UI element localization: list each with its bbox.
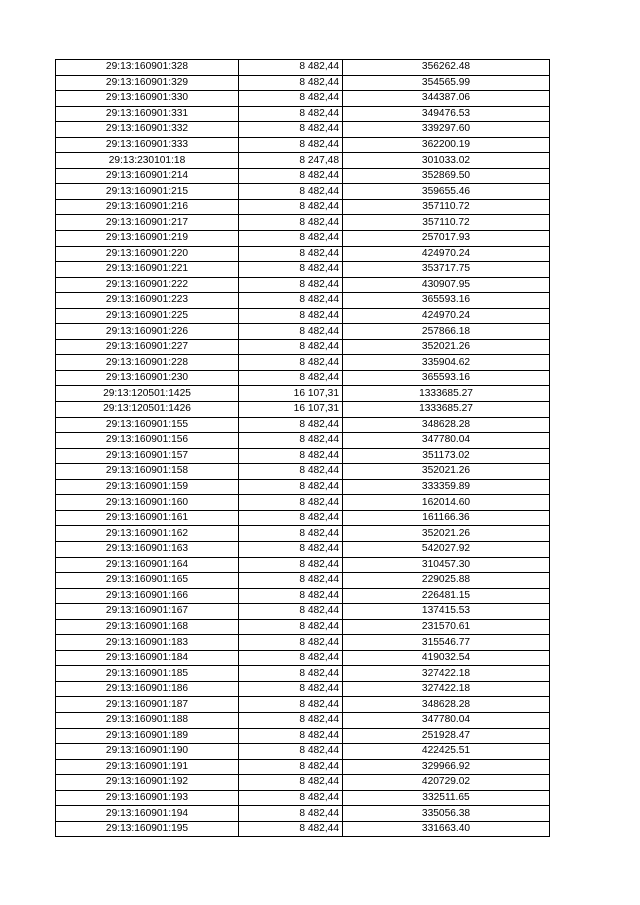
table-row	[56, 433, 550, 449]
area-cell: 8 482,44	[239, 526, 343, 542]
area-cell: 8 482,44	[239, 697, 343, 713]
cadastral-value-cell: 424970.24	[343, 308, 550, 324]
table-row	[56, 759, 550, 775]
cadastral-value-cell: 352021.26	[343, 526, 550, 542]
area-cell: 8 482,44	[239, 355, 343, 371]
cadastral-number-cell: 29:13:160901:155	[56, 417, 239, 433]
table-body	[56, 60, 550, 837]
table-row	[56, 588, 550, 604]
area-cell: 8 482,44	[239, 557, 343, 573]
cadastral-value-cell: 339297.60	[343, 122, 550, 138]
cadastral-number-cell: 29:13:160901:193	[56, 790, 239, 806]
cadastral-number-cell: 29:13:160901:186	[56, 681, 239, 697]
cadastral-number-cell: 29:13:160901:192	[56, 775, 239, 791]
cadastral-value-cell: 349476.53	[343, 106, 550, 122]
cadastral-number-cell: 29:13:160901:194	[56, 806, 239, 822]
cadastral-number-cell: 29:13:160901:230	[56, 370, 239, 386]
table-row	[56, 75, 550, 91]
table-row	[56, 402, 550, 418]
cadastral-value-cell: 424970.24	[343, 246, 550, 262]
cadastral-number-cell: 29:13:160901:216	[56, 199, 239, 215]
table-row	[56, 728, 550, 744]
cadastral-value-cell: 542027.92	[343, 541, 550, 557]
table-row	[56, 137, 550, 153]
area-cell: 8 482,44	[239, 246, 343, 262]
cadastral-value-cell: 348628.28	[343, 697, 550, 713]
area-cell: 8 482,44	[239, 573, 343, 589]
area-cell: 8 482,44	[239, 666, 343, 682]
area-cell: 8 482,44	[239, 806, 343, 822]
table-row	[56, 526, 550, 542]
table-row	[56, 510, 550, 526]
cadastral-value-cell: 251928.47	[343, 728, 550, 744]
cadastral-value-cell: 351173.02	[343, 448, 550, 464]
area-cell: 8 482,44	[239, 744, 343, 760]
cadastral-value-cell: 357110.72	[343, 215, 550, 231]
table-row	[56, 199, 550, 215]
table-row	[56, 168, 550, 184]
table-row	[56, 293, 550, 309]
cadastral-number-cell: 29:13:160901:222	[56, 277, 239, 293]
area-cell: 8 482,44	[239, 60, 343, 76]
table-row	[56, 184, 550, 200]
cadastral-value-cell: 352021.26	[343, 464, 550, 480]
table-row	[56, 355, 550, 371]
area-cell: 8 482,44	[239, 479, 343, 495]
table-row	[56, 744, 550, 760]
area-cell: 8 482,44	[239, 339, 343, 355]
cadastral-number-cell: 29:13:160901:190	[56, 744, 239, 760]
cadastral-number-cell: 29:13:160901:328	[56, 60, 239, 76]
cadastral-number-cell: 29:13:160901:333	[56, 137, 239, 153]
table-row	[56, 370, 550, 386]
cadastral-number-cell: 29:13:160901:164	[56, 557, 239, 573]
area-cell: 8 482,44	[239, 790, 343, 806]
cadastral-number-cell: 29:13:160901:161	[56, 510, 239, 526]
area-cell: 8 482,44	[239, 122, 343, 138]
table-row	[56, 91, 550, 107]
cadastral-value-cell: 352021.26	[343, 339, 550, 355]
table-row	[56, 619, 550, 635]
area-cell: 8 482,44	[239, 433, 343, 449]
cadastral-number-cell: 29:13:160901:223	[56, 293, 239, 309]
cadastral-value-cell: 362200.19	[343, 137, 550, 153]
cadastral-number-cell: 29:13:160901:160	[56, 495, 239, 511]
area-cell: 8 482,44	[239, 277, 343, 293]
area-cell: 8 482,44	[239, 510, 343, 526]
table-row	[56, 479, 550, 495]
cadastral-value-cell: 422425.51	[343, 744, 550, 760]
table-row	[56, 541, 550, 557]
cadastral-value-cell: 365593.16	[343, 370, 550, 386]
cadastral-value-cell: 310457.30	[343, 557, 550, 573]
area-cell: 8 482,44	[239, 417, 343, 433]
area-cell: 8 482,44	[239, 262, 343, 278]
area-cell: 8 482,44	[239, 231, 343, 247]
cadastral-number-cell: 29:13:160901:191	[56, 759, 239, 775]
table-row	[56, 464, 550, 480]
cadastral-value-cell: 327422.18	[343, 681, 550, 697]
cadastral-value-cell: 335904.62	[343, 355, 550, 371]
cadastral-number-cell: 29:13:160901:332	[56, 122, 239, 138]
table-row	[56, 308, 550, 324]
table-row	[56, 231, 550, 247]
cadastral-value-cell: 332511.65	[343, 790, 550, 806]
area-cell: 16 107,31	[239, 386, 343, 402]
cadastral-value-cell: 430907.95	[343, 277, 550, 293]
cadastral-value-cell: 327422.18	[343, 666, 550, 682]
table-row	[56, 215, 550, 231]
cadastral-number-cell: 29:13:160901:163	[56, 541, 239, 557]
cadastral-number-cell: 29:13:160901:219	[56, 231, 239, 247]
area-cell: 8 482,44	[239, 681, 343, 697]
cadastral-value-cell: 229025.88	[343, 573, 550, 589]
cadastral-number-cell: 29:13:160901:225	[56, 308, 239, 324]
table-row	[56, 417, 550, 433]
table-row	[56, 495, 550, 511]
table-row	[56, 122, 550, 138]
table-row	[56, 324, 550, 340]
area-cell: 8 482,44	[239, 370, 343, 386]
table-row	[56, 339, 550, 355]
cadastral-number-cell: 29:13:160901:185	[56, 666, 239, 682]
table-row	[56, 790, 550, 806]
cadastral-value-cell: 329966.92	[343, 759, 550, 775]
area-cell: 8 482,44	[239, 728, 343, 744]
cadastral-value-cell: 347780.04	[343, 433, 550, 449]
table-row	[56, 712, 550, 728]
cadastral-number-cell: 29:13:160901:228	[56, 355, 239, 371]
cadastral-number-cell: 29:13:230101:18	[56, 153, 239, 169]
table-row	[56, 277, 550, 293]
area-cell: 8 482,44	[239, 75, 343, 91]
cadastral-number-cell: 29:13:160901:331	[56, 106, 239, 122]
cadastral-number-cell: 29:13:160901:329	[56, 75, 239, 91]
cadastral-number-cell: 29:13:160901:183	[56, 635, 239, 651]
area-cell: 8 482,44	[239, 821, 343, 837]
cadastral-number-cell: 29:13:120501:1425	[56, 386, 239, 402]
table-row	[56, 573, 550, 589]
cadastral-value-cell: 356262.48	[343, 60, 550, 76]
cadastral-number-cell: 29:13:160901:189	[56, 728, 239, 744]
table-row	[56, 666, 550, 682]
cadastral-value-cell: 1333685.27	[343, 386, 550, 402]
cadastral-number-cell: 29:13:160901:215	[56, 184, 239, 200]
cadastral-value-cell: 344387.06	[343, 91, 550, 107]
cadastral-value-cell: 333359.89	[343, 479, 550, 495]
cadastral-number-cell: 29:13:160901:184	[56, 650, 239, 666]
area-cell: 8 482,44	[239, 775, 343, 791]
cadastral-number-cell: 29:13:160901:168	[56, 619, 239, 635]
cadastral-number-cell: 29:13:160901:227	[56, 339, 239, 355]
area-cell: 8 482,44	[239, 759, 343, 775]
table-row	[56, 246, 550, 262]
cadastral-value-cell: 353717.75	[343, 262, 550, 278]
table-row	[56, 557, 550, 573]
area-cell: 16 107,31	[239, 402, 343, 418]
cadastral-number-cell: 29:13:160901:226	[56, 324, 239, 340]
cadastral-value-cell: 137415.53	[343, 604, 550, 620]
area-cell: 8 482,44	[239, 137, 343, 153]
table-row	[56, 821, 550, 837]
cadastral-value-cell: 335056.38	[343, 806, 550, 822]
cadastral-number-cell: 29:13:160901:188	[56, 712, 239, 728]
area-cell: 8 482,44	[239, 91, 343, 107]
cadastral-value-cell: 1333685.27	[343, 402, 550, 418]
area-cell: 8 482,44	[239, 199, 343, 215]
table-row	[56, 153, 550, 169]
cadastral-number-cell: 29:13:160901:159	[56, 479, 239, 495]
area-cell: 8 482,44	[239, 168, 343, 184]
table-row	[56, 386, 550, 402]
cadastral-value-cell: 161166.36	[343, 510, 550, 526]
area-cell: 8 482,44	[239, 215, 343, 231]
cadastral-number-cell: 29:13:160901:220	[56, 246, 239, 262]
table-row	[56, 635, 550, 651]
cadastral-number-cell: 29:13:120501:1426	[56, 402, 239, 418]
area-cell: 8 482,44	[239, 588, 343, 604]
cadastral-number-cell: 29:13:160901:167	[56, 604, 239, 620]
cadastral-value-cell: 226481.15	[343, 588, 550, 604]
cadastral-number-cell: 29:13:160901:217	[56, 215, 239, 231]
table-row	[56, 681, 550, 697]
cadastral-value-cell: 359655.46	[343, 184, 550, 200]
cadastral-value-cell: 352869.50	[343, 168, 550, 184]
cadastral-number-cell: 29:13:160901:195	[56, 821, 239, 837]
table-row	[56, 806, 550, 822]
area-cell: 8 482,44	[239, 308, 343, 324]
table-row	[56, 775, 550, 791]
area-cell: 8 482,44	[239, 604, 343, 620]
cadastral-value-table	[55, 59, 550, 837]
cadastral-number-cell: 29:13:160901:214	[56, 168, 239, 184]
cadastral-value-cell: 331663.40	[343, 821, 550, 837]
cadastral-value-cell: 257866.18	[343, 324, 550, 340]
table-row	[56, 262, 550, 278]
area-cell: 8 482,44	[239, 712, 343, 728]
table-row	[56, 604, 550, 620]
cadastral-value-cell: 348628.28	[343, 417, 550, 433]
cadastral-number-cell: 29:13:160901:158	[56, 464, 239, 480]
area-cell: 8 482,44	[239, 106, 343, 122]
area-cell: 8 482,44	[239, 464, 343, 480]
cadastral-number-cell: 29:13:160901:187	[56, 697, 239, 713]
cadastral-value-cell: 357110.72	[343, 199, 550, 215]
cadastral-number-cell: 29:13:160901:162	[56, 526, 239, 542]
cadastral-value-cell: 231570.61	[343, 619, 550, 635]
table-row	[56, 650, 550, 666]
table-row	[56, 106, 550, 122]
cadastral-number-cell: 29:13:160901:157	[56, 448, 239, 464]
area-cell: 8 482,44	[239, 324, 343, 340]
area-cell: 8 482,44	[239, 650, 343, 666]
cadastral-value-cell: 347780.04	[343, 712, 550, 728]
cadastral-number-cell: 29:13:160901:156	[56, 433, 239, 449]
cadastral-value-cell: 420729.02	[343, 775, 550, 791]
area-cell: 8 482,44	[239, 293, 343, 309]
cadastral-value-cell: 257017.93	[343, 231, 550, 247]
area-cell: 8 482,44	[239, 635, 343, 651]
area-cell: 8 482,44	[239, 184, 343, 200]
cadastral-value-cell: 315546.77	[343, 635, 550, 651]
cadastral-number-cell: 29:13:160901:165	[56, 573, 239, 589]
table-row	[56, 448, 550, 464]
cadastral-value-cell: 354565.99	[343, 75, 550, 91]
area-cell: 8 482,44	[239, 619, 343, 635]
cadastral-number-cell: 29:13:160901:330	[56, 91, 239, 107]
cadastral-value-cell: 162014.60	[343, 495, 550, 511]
cadastral-number-cell: 29:13:160901:221	[56, 262, 239, 278]
cadastral-value-cell: 365593.16	[343, 293, 550, 309]
cadastral-value-cell: 301033.02	[343, 153, 550, 169]
cadastral-value-cell: 419032.54	[343, 650, 550, 666]
area-cell: 8 482,44	[239, 448, 343, 464]
table-row	[56, 697, 550, 713]
area-cell: 8 482,44	[239, 495, 343, 511]
cadastral-number-cell: 29:13:160901:166	[56, 588, 239, 604]
area-cell: 8 247,48	[239, 153, 343, 169]
table-row	[56, 60, 550, 76]
area-cell: 8 482,44	[239, 541, 343, 557]
